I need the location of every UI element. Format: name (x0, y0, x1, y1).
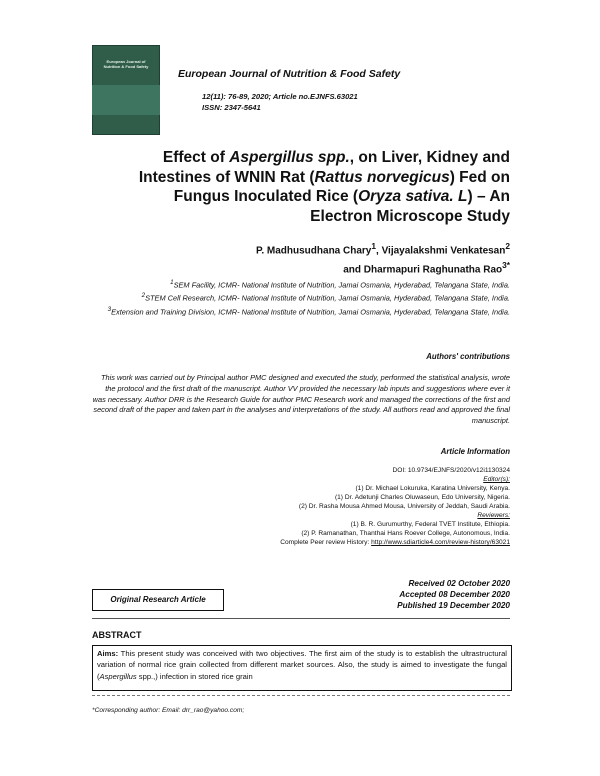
title-italic: Aspergillus spp. (229, 149, 350, 166)
affiliation-item (90, 278, 510, 291)
cover-title: European Journal of Nutrition & Food Safety (103, 59, 149, 69)
title-text: Fungus Inoculated Rice ( (173, 188, 359, 205)
author-sup: 3* (502, 260, 510, 271)
abstract-text: This present study was conceived with two objectives. The first aim of the study is to establish the ultrastructural variation of normal rice grain collected from different market sources. Also, the study is aimed to investigate the fungal ( (97, 649, 507, 681)
journal-citation: 12(11): 76-89, 2020; Article no.EJNFS.63021 (202, 92, 358, 101)
author-name: , Vijayalakshmi Venkatesan (376, 245, 506, 257)
reviewer-item: (2) Dr. Rasha Mousa Ahmed Mousa, University of Jeddah, Saudi Arabia. (298, 503, 510, 510)
affiliation-sup: 1 (170, 279, 174, 286)
accepted-date: Accepted 08 December 2020 (399, 590, 510, 599)
review-history-label: Complete Peer review History: (280, 539, 372, 546)
affiliation-item (90, 305, 510, 318)
reviewers-label: Reviewers: (477, 512, 510, 519)
divider (92, 618, 510, 619)
editors-label: Editor(s): (483, 476, 510, 483)
doi: DOI: 10.9734/EJNFS/2020/v12i1130324 (392, 467, 510, 474)
authors-line-2 (90, 258, 510, 277)
contributions-heading: Authors' contributions (426, 352, 510, 361)
title-italic: Rattus norvegicus (314, 168, 450, 186)
title-text: Effect of (162, 149, 230, 166)
abstract-italic: Aspergillus (99, 671, 137, 681)
journal-cover-image (92, 45, 160, 135)
journal-meta (202, 91, 358, 113)
received-date: Received 02 October 2020 (408, 579, 510, 588)
author-name: and Dharmapuri Raghunatha Rao (343, 264, 503, 276)
editor-item: (1) Dr. Michael Lokuruka, Karatina University, Kenya. (355, 485, 510, 492)
author-list (90, 239, 510, 278)
footnote-divider (92, 695, 510, 696)
author-name: P. Madhusudhana Chary (255, 245, 372, 257)
journal-name: European Journal of Nutrition & Food Safety (178, 68, 401, 80)
abstract-heading: ABSTRACT (92, 630, 142, 640)
aims-label: Aims: (97, 649, 119, 658)
title-text: , on Liver, Kidney and (349, 149, 510, 166)
author-sup: 2 (505, 241, 510, 251)
title-line-1 (90, 148, 510, 168)
review-history (90, 538, 510, 547)
title-line-3 (90, 187, 510, 207)
title-line-2 (90, 168, 510, 188)
title-text: ) – An (467, 188, 510, 205)
affiliation-sup: 2 (141, 292, 146, 300)
published-date: Published 19 December 2020 (397, 601, 510, 610)
title-italic: Oryza sativa. L (358, 188, 468, 205)
article-title (90, 148, 510, 226)
affiliation-text: Extension and Training Division, ICMR- National Institute of Nutrition, Jamai Osmania, Hyderabad, Telangana State, India. (111, 307, 510, 316)
affiliation-text: STEM Cell Research, ICMR- National Institute of Nutrition, Jamai Osmania, Hyderabad, Telangana State, India. (145, 293, 510, 303)
title-text: Intestines of WNIN Rat ( (138, 168, 315, 186)
affiliation-text: SEM Facility, ICMR- National Institute of Nutrition, Jamai Osmania, Hyderabad, Telangana State, India. (173, 280, 510, 290)
affiliations (90, 278, 510, 318)
article-info (90, 466, 510, 547)
reviewer-item: (1) Dr. Adetunji Charles Oluwaseun, Edo University, Nigeria. (334, 494, 510, 501)
article-info-heading: Article Information (440, 447, 510, 456)
title-line-4: Electron Microscope Study (310, 207, 510, 225)
reviewer-item: (2) P. Ramanathan, Thanthai Hans Roever College, Autonomous, India. (301, 530, 510, 537)
corresponding-author-footnote: *Corresponding author: Email: drr_rao@yahoo.com; (92, 707, 245, 714)
reviewer-item: (1) B. R. Gurumurthy, Federal TVET Institute, Ethiopia. (350, 521, 510, 528)
publication-dates (260, 578, 510, 611)
affiliation-sup: 3 (107, 305, 112, 313)
title-text: ) Fed on (449, 168, 510, 186)
authors-line-1 (90, 239, 510, 258)
author-sup: 1 (371, 241, 377, 251)
journal-issn: ISSN: 2347-5641 (202, 103, 261, 112)
abstract-box (92, 645, 512, 691)
cover-band (92, 85, 160, 115)
contributions-text: This work was carried out by Principal author PMC designed and executed the study, performed the statistical analysis, wrote the protocol and the first draft of the manuscript. Author VV provided the necessary lab inputs and suggestions where ever it was necessary. Author DRR is the Research Guide for author PMC Research work and managed the corrections of the first and second draft of the paper and taken part in the analyses and interpretations of the study. All authors read and approved the final manuscript. (92, 373, 510, 426)
review-history-link[interactable]: http://www.sdiarticle4.com/review-history/63021 (371, 539, 510, 546)
article-type-box: Original Research Article (92, 589, 224, 611)
abstract-text: spp.,) infection in stored rice grain (136, 671, 253, 681)
affiliation-item (90, 291, 510, 304)
